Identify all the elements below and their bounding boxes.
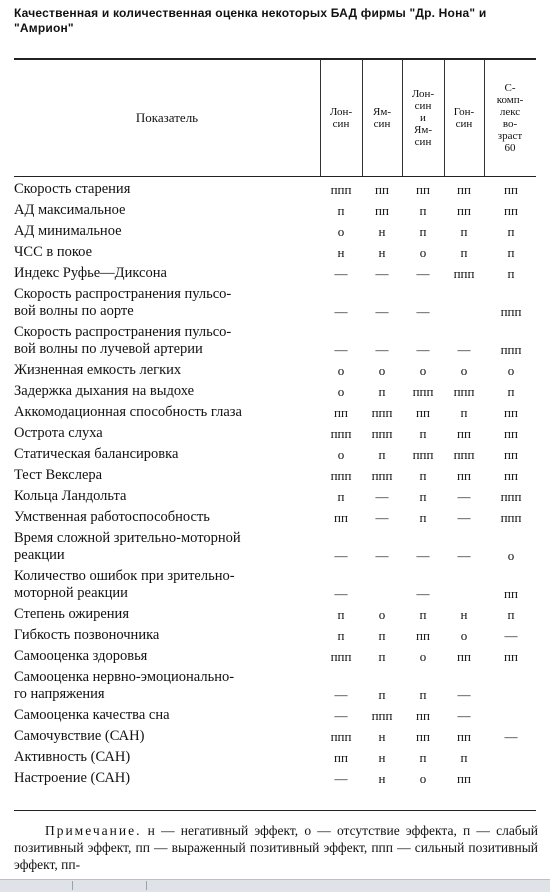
cell-value: ппп	[453, 384, 475, 399]
cell-value: —	[375, 342, 389, 357]
table-row	[14, 446, 536, 467]
row-label: Скорость распространения пульсо- вой волны по аорте	[14, 286, 232, 319]
cell-value: п	[337, 607, 345, 622]
cell-value: ппп	[412, 447, 434, 462]
table-row	[14, 606, 536, 627]
cell-value: пп	[334, 405, 348, 420]
cell-value: —	[416, 342, 430, 357]
cell-value: —	[334, 586, 348, 601]
table-row	[14, 202, 536, 223]
table-row	[14, 425, 536, 446]
cell-value: —	[416, 586, 430, 601]
cell-value: пп	[457, 649, 471, 664]
cell-value: ппп	[500, 342, 522, 357]
cell-value: пп	[457, 426, 471, 441]
cell-value: п	[378, 628, 386, 643]
note-heading: Примечание.	[44, 823, 142, 838]
row-label: Тест Векслера	[14, 467, 103, 483]
row-label: Настроение (САН)	[14, 770, 131, 786]
cell-value: —	[457, 489, 471, 504]
cell-value: о	[507, 363, 515, 378]
table-row	[14, 244, 536, 265]
cell-value: —	[334, 342, 348, 357]
cell-value: пп	[416, 628, 430, 643]
cell-value: ппп	[330, 649, 352, 664]
header-bottom-rule	[14, 176, 536, 177]
cell-value: пп	[375, 182, 389, 197]
cell-value: пп	[504, 586, 518, 601]
cell-value: п	[460, 245, 468, 260]
column-header-label: С- комп- лекс во- зраст 60	[496, 82, 524, 154]
table-row	[14, 530, 536, 568]
row-label: Жизненная емкость легких	[14, 362, 182, 378]
cell-value: ппп	[371, 405, 393, 420]
cell-value: о	[460, 363, 468, 378]
table-row	[14, 728, 536, 749]
cell-value: п	[378, 687, 386, 702]
cell-value: н	[337, 245, 345, 260]
cell-value: п	[460, 750, 468, 765]
row-label: Самооценка качества сна	[14, 707, 170, 723]
cell-value: —	[457, 342, 471, 357]
cell-value: н	[378, 750, 386, 765]
cell-value: п	[507, 384, 515, 399]
cell-value: п	[378, 384, 386, 399]
cell-value: пп	[416, 708, 430, 723]
cell-value: ппп	[330, 729, 352, 744]
cell-value: —	[375, 266, 389, 281]
table-row	[14, 770, 536, 791]
cell-value: —	[375, 548, 389, 563]
cell-value: п	[378, 447, 386, 462]
cell-value: пп	[504, 468, 518, 483]
cell-value: —	[334, 708, 348, 723]
row-label: Самооценка нервно-эмоционально- го напряжения	[14, 669, 235, 702]
row-label: Степень ожирения	[14, 606, 129, 622]
cell-value: о	[419, 649, 427, 664]
cell-value: ппп	[412, 384, 434, 399]
cell-value: о	[419, 363, 427, 378]
table-row	[14, 324, 536, 362]
cell-value: —	[334, 687, 348, 702]
cell-value: ппп	[453, 266, 475, 281]
table-row	[14, 181, 536, 202]
row-label: Аккомодационная способность глаза	[14, 404, 242, 420]
cell-value: о	[419, 771, 427, 786]
note-text: н — негативный эффект, о — отсутствие эффекта, п — слабый позитивный эффект, пп — выраженный позитивный эффект, ппп — сильный позитивный эффект, пп-	[14, 823, 539, 872]
table-row	[14, 707, 536, 728]
table-row	[14, 362, 536, 383]
cell-value: —	[334, 771, 348, 786]
table-row	[14, 265, 536, 286]
cell-value: п	[507, 245, 515, 260]
cell-value: о	[378, 363, 386, 378]
cell-value: пп	[457, 468, 471, 483]
table-bottom-rule	[14, 810, 536, 811]
cell-value: п	[419, 203, 427, 218]
cell-value: —	[334, 304, 348, 319]
cell-value: —	[375, 304, 389, 319]
cell-value: ппп	[371, 426, 393, 441]
cell-value: —	[457, 548, 471, 563]
cell-value: пп	[457, 771, 471, 786]
row-label: Статическая балансировка	[14, 446, 179, 462]
cell-value: н	[378, 771, 386, 786]
table-row	[14, 648, 536, 669]
cell-value: о	[378, 607, 386, 622]
cell-value: п	[337, 628, 345, 643]
row-label: Время сложной зрительно-моторной реакции	[14, 530, 241, 563]
cell-value: п	[419, 750, 427, 765]
cell-value: п	[419, 510, 427, 525]
row-label: Индекс Руфье—Диксона	[14, 265, 167, 281]
cell-value: п	[419, 468, 427, 483]
cell-value: —	[416, 304, 430, 319]
column-header	[444, 62, 484, 174]
cell-value: пп	[504, 203, 518, 218]
cell-value: пп	[504, 649, 518, 664]
cell-value: ппп	[330, 182, 352, 197]
cell-value: о	[507, 548, 515, 563]
cell-value: п	[419, 224, 427, 239]
column-header	[402, 62, 444, 174]
cell-value: ппп	[371, 468, 393, 483]
cell-value: пп	[416, 182, 430, 197]
column-header-label: Ям- син	[373, 106, 391, 130]
cell-value: п	[507, 224, 515, 239]
table-row	[14, 488, 536, 509]
cell-value: п	[419, 687, 427, 702]
cell-value: —	[457, 687, 471, 702]
row-label: Самочувствие (САН)	[14, 728, 145, 744]
cell-value: о	[460, 628, 468, 643]
cell-value: —	[375, 489, 389, 504]
cell-value: пп	[416, 405, 430, 420]
cell-value: о	[419, 245, 427, 260]
table-row	[14, 286, 536, 324]
cell-value: пп	[334, 510, 348, 525]
table-row	[14, 669, 536, 707]
cell-value: ппп	[330, 468, 352, 483]
cell-value: п	[419, 607, 427, 622]
cell-value: —	[375, 510, 389, 525]
table-row	[14, 467, 536, 488]
table-title: Качественная и количественная оценка некоторых БАД фирмы "Др. Нона" и "Амрион"	[14, 6, 487, 35]
cell-value: о	[337, 384, 345, 399]
cell-value: —	[416, 266, 430, 281]
cell-value: —	[457, 708, 471, 723]
cell-value: —	[334, 548, 348, 563]
cell-value: пп	[334, 750, 348, 765]
cell-value: о	[337, 447, 345, 462]
cell-value: п	[337, 489, 345, 504]
table-row	[14, 509, 536, 530]
cell-value: пп	[375, 203, 389, 218]
header-label: Показатель	[135, 110, 199, 125]
cell-value: пп	[416, 729, 430, 744]
cell-value: н	[378, 224, 386, 239]
table-row	[14, 404, 536, 425]
status-bar-segment	[0, 881, 73, 890]
cell-value: п	[337, 203, 345, 218]
cell-value: ппп	[500, 304, 522, 319]
row-label: Количество ошибок при зрительно- моторной реакции	[14, 568, 235, 601]
row-label: Умственная работоспособность	[14, 509, 210, 525]
column-header-label: Гон- син	[453, 106, 475, 130]
column-header	[320, 62, 362, 174]
row-label: Скорость распространения пульсо- вой волны по лучевой артерии	[14, 324, 232, 357]
cell-value: п	[507, 607, 515, 622]
status-bar-segment	[74, 881, 147, 890]
cell-value: п	[460, 224, 468, 239]
table-row	[14, 749, 536, 770]
cell-value: ппп	[500, 510, 522, 525]
row-label: АД минимальное	[14, 223, 122, 239]
cell-value: пп	[504, 447, 518, 462]
table-row	[14, 627, 536, 648]
cell-value: —	[504, 729, 518, 744]
cell-value: пп	[504, 426, 518, 441]
cell-value: п	[460, 405, 468, 420]
cell-value: пп	[504, 182, 518, 197]
column-header	[362, 62, 402, 174]
viewer-status-bar	[0, 879, 550, 892]
cell-value: пп	[457, 729, 471, 744]
row-label: Гибкость позвоночника	[14, 627, 160, 643]
row-label: Скорость старения	[14, 181, 131, 197]
column-header-label: Лон- син и Ям- син	[411, 88, 435, 148]
cell-value: п	[419, 426, 427, 441]
row-label: Задержка дыхания на выдохе	[14, 383, 195, 399]
row-label: Активность (САН)	[14, 749, 131, 765]
table-note	[14, 822, 538, 873]
cell-value: пп	[457, 203, 471, 218]
cell-value: ппп	[371, 708, 393, 723]
cell-value: —	[334, 266, 348, 281]
row-label: Самооценка здоровья	[14, 648, 148, 664]
cell-value: п	[507, 266, 515, 281]
row-label: АД максимальное	[14, 202, 126, 218]
column-header	[484, 62, 536, 174]
row-label: ЧСС в покое	[14, 244, 93, 260]
cell-value: ппп	[453, 447, 475, 462]
cell-value: ппп	[330, 426, 352, 441]
cell-value: о	[337, 224, 345, 239]
column-header-label: Лон- син	[329, 106, 353, 130]
cell-value: пп	[457, 182, 471, 197]
cell-value: пп	[504, 405, 518, 420]
cell-value: н	[460, 607, 468, 622]
cell-value: н	[378, 729, 386, 744]
cell-value: п	[419, 489, 427, 504]
cell-value: —	[504, 628, 518, 643]
cell-value: ппп	[500, 489, 522, 504]
row-label: Кольца Ландольта	[14, 488, 127, 504]
cell-value: —	[457, 510, 471, 525]
cell-value: о	[337, 363, 345, 378]
table-row	[14, 568, 536, 606]
table-row	[14, 383, 536, 404]
cell-value: н	[378, 245, 386, 260]
cell-value: —	[416, 548, 430, 563]
cell-value: п	[378, 649, 386, 664]
table-row	[14, 223, 536, 244]
row-label: Острота слуха	[14, 425, 103, 441]
